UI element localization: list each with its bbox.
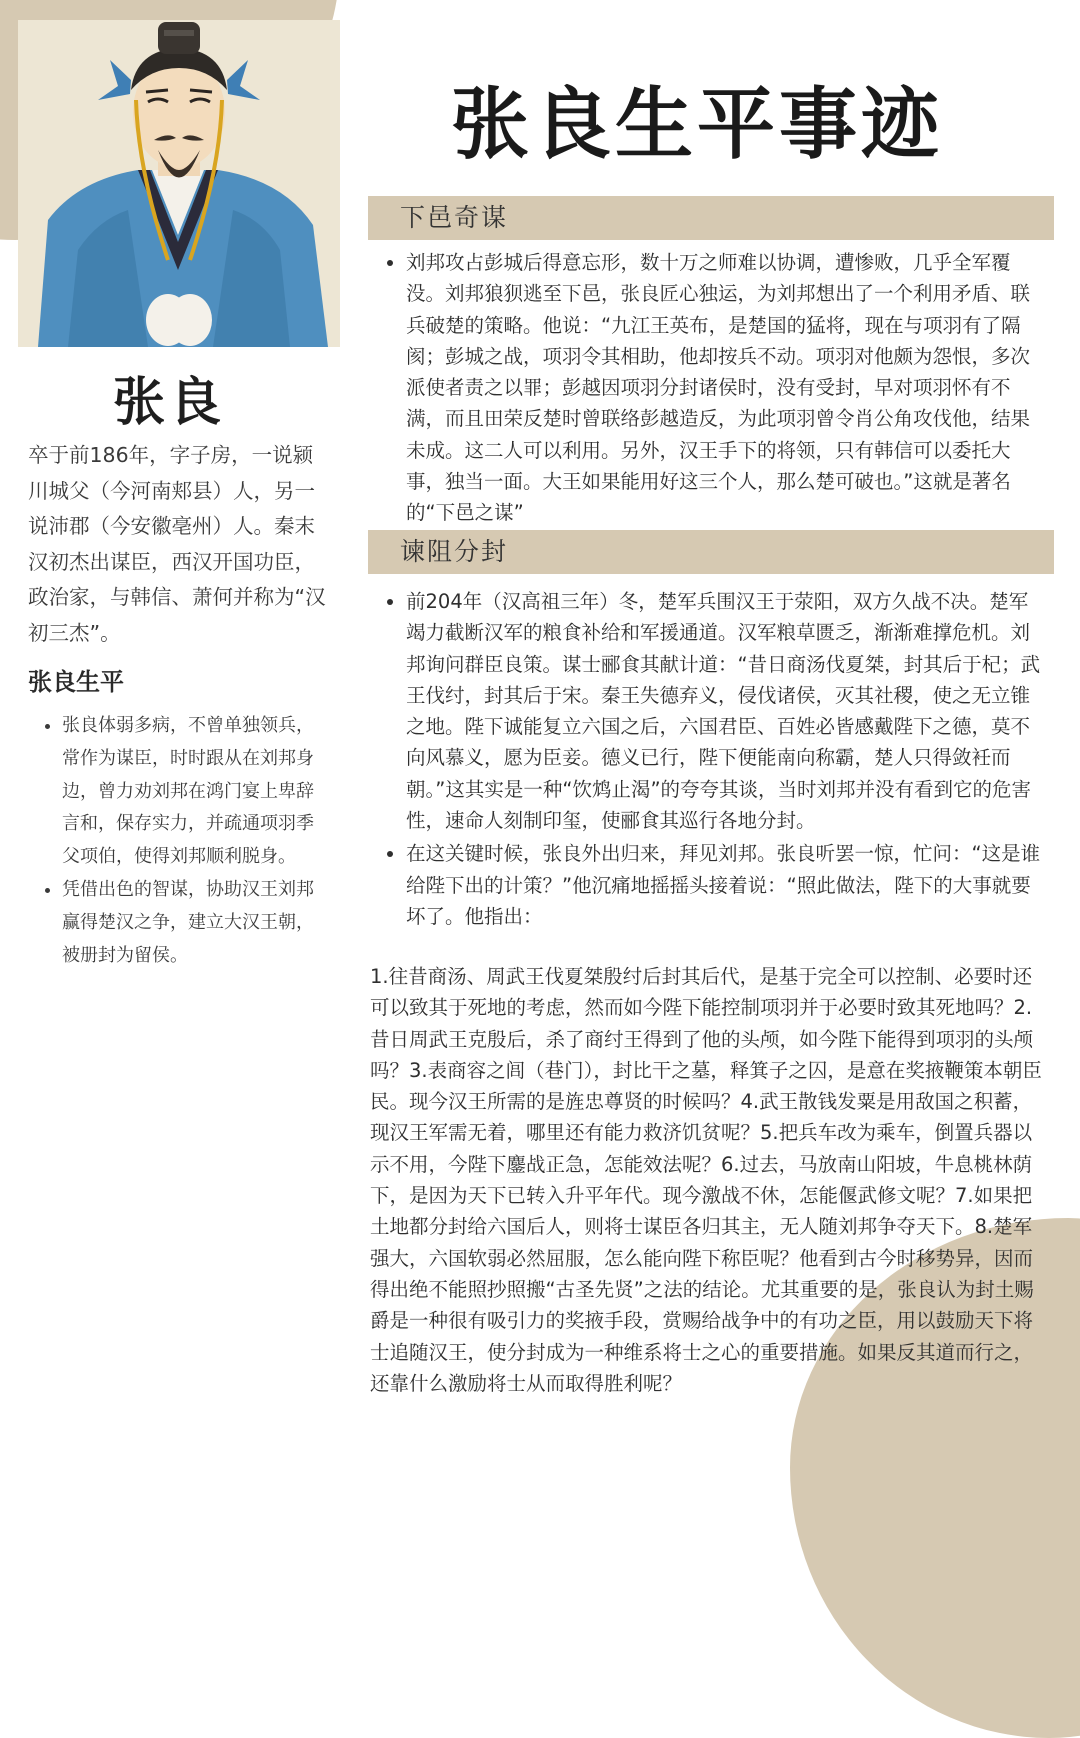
list-item: • 在这关键时候，张良外出归来，拜见刘邦。张良听罢一惊，忙问：“这是谁给陛下出的计策？”他沉痛地摇摇头接着说：“照此做法，陛下的大事就要坏了。他指出： [406, 838, 1044, 932]
section-paragraph-points: 1.往昔商汤、周武王伐夏桀殷纣后封其后代，是基于完全可以控制、必要时还可以致其于死地的考虑，然而如今陛下能控制项羽并于必要时致其死地吗？2.昔日周武王克殷后，杀了商纣王得到了他的头颅，如今陛下能得到项羽的头颅吗？3.表商容之闾（巷门），封比干之墓，释箕子之囚，是意在奖掖鞭策本朝臣民。现今汉王所需的是旌忠尊贤的时候吗？4.武王散钱发粟是用敌国之积蓄，现汉王军需无着，哪里还有能力救济饥贫呢？5.把兵车改为乘车，倒置兵器以示不用，今陛下鏖战正急，怎能效法呢？6.过去，马放南山阳坡，牛息桃林荫下，是因为天下已转入升平年代。现今激战不休，怎能偃武修文呢？7.如果把土地都分封给六国后人，则将士谋臣各归其主，无人随刘邦争夺天下。8.楚军强大，六国软弱必然屈服，怎么能向陛下称臣呢？他看到古今时移势异，因而得出绝不能照抄照搬“古圣先贤”之法的结论。尤其重要的是，张良认为封土赐爵是一种很有吸引力的奖掖手段，赏赐给战争中的有功之臣，用以鼓励天下将士追随汉王，使分封成为一种维系将士之心的重要措施。如果反其道而行之，还靠什么激励将士从而取得胜利呢？ [370, 965, 1042, 1395]
list-item: • 刘邦攻占彭城后得意忘形，数十万之师难以协调，遭惨败，几乎全军覆没。刘邦狼狈逃至下邑，张良匠心独运，为刘邦想出了一个利用矛盾、联兵破楚的策略。他说：“九江王英布，是楚国的猛将，现在与项羽有了隔阂；彭城之战，项羽令其相助，他却按兵不动。项羽对他颇为怨恨，多次派使者责之以罪；彭越因项羽分封诸侯时，没有受封，早对项羽怀有不满，而且田荣反楚时曾联络彭越造反，为此项羽曾令肖公角攻伐他，结果未成。这二人可以利用。另外，汉王手下的将领，只有韩信可以委托大事，独当一面。大王如果能用好这三个人，那么楚可破也。”这就是著名的“下邑之谋” [406, 247, 1044, 529]
page-title: 张良生平事迹 [450, 80, 943, 170]
section-heading-xiayi: 下邑奇谋 [368, 196, 1054, 240]
list-item: • 张良体弱多病，不曾单独领兵，常作为谋臣，时时跟从在刘邦身边，曾力劝刘邦在鸿门宴上卑辞言和，保存实力，并疏通项羽季父项伯，使得刘邦顺利脱身。 [62, 710, 320, 874]
bio-list [28, 710, 320, 972]
bio-heading: 张良生平 [28, 668, 124, 696]
list-item: • 前204年（汉高祖三年）冬，楚军兵围汉王于荥阳，双方久战不决。楚军竭力截断汉军的粮食补给和军援通道。汉军粮草匮乏，渐渐难撑危机。刘邦询问群臣良策。谋士郦食其献计道：“昔日商汤伐夏桀，封其后于杞；武王伐纣，封其后于宋。秦王失德弃义，侵伐诸侯，灭其社稷，使之无立锥之地。陛下诚能复立六国之后，六国君臣、百姓必皆感戴陛下之德，莫不向风慕义，愿为臣妾。德义已行，陛下便能南向称霸，楚人只得敛衽而朝。”这其实是一种“饮鸩止渴”的夸夸其谈，当时刘邦并没有看到它的危害性，速命人刻制印玺，使郦食其巡行各地分封。 [406, 586, 1044, 836]
section-list-xiayi [372, 247, 1044, 529]
section-list-jianzu [372, 586, 1044, 932]
list-item: • 凭借出色的智谋，协助汉王刘邦赢得楚汉之争，建立大汉王朝，被册封为留侯。 [62, 874, 320, 972]
section-heading-jianzu: 谏阻分封 [368, 530, 1054, 574]
person-intro: 卒于前186年，字子房，一说颍川城父（今河南郏县）人，另一说沛郡（今安徽亳州）人。秦末汉初杰出谋臣，西汉开国功臣，政治家，与韩信、萧何并称为“汉初三杰”。 [28, 443, 326, 645]
portrait-image [18, 20, 340, 347]
person-name: 张良 [112, 373, 225, 433]
